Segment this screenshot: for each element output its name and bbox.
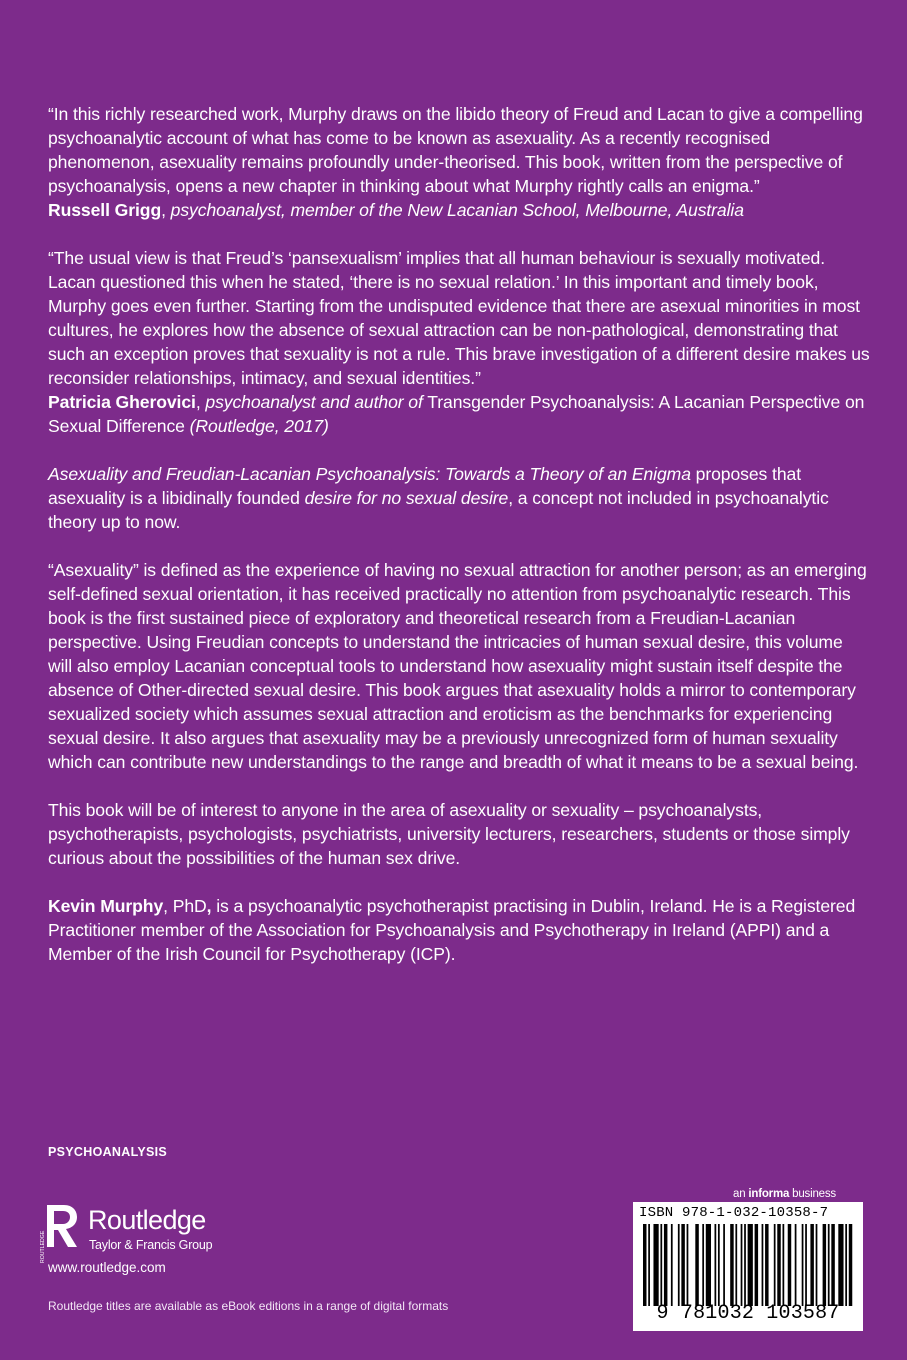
barcode-bar [706, 1224, 711, 1306]
publisher-group: Taylor & Francis Group [89, 1238, 213, 1252]
barcode-digits: 9 781032 103587 [656, 1302, 840, 1325]
author-bio: Kevin Murphy, PhD, is a psychoanalytic psychotherapist practising in Dublin, Ireland. He is a Registered Practitioner member of the Association for Psychoanalysis and Psychotherapy in Ireland (APPI) and a Member of the Irish Council for Psychotherapy (ICP). [48, 896, 856, 964]
informa-business-line: an informa business [733, 1188, 836, 1200]
publisher-logo [42, 1203, 302, 1263]
endorsement-quote: “In this richly researched work, Murphy draws on the libido theory of Freud and Lacan to give a compelling psychoanalytic account of what has come to be known as asexuality. As a recently recognised phenomenon, asexuality remains profoundly under-theorised. This book, written from the perspective of psychoanalysis, opens a new chapter in thinking about what Murphy rightly calls an enigma.” [48, 104, 863, 196]
barcode-bar [755, 1224, 758, 1306]
barcode-bar [805, 1224, 807, 1306]
barcode-bar [735, 1224, 737, 1306]
book-title: Asexuality and Freudian-Lacanian Psychoanalysis: Towards a Theory of an Enigma [48, 464, 691, 484]
informa-brand: informa [748, 1188, 790, 1200]
barcode-bar [748, 1224, 753, 1306]
key-concept: desire for no sexual desire [304, 488, 509, 508]
barcode-bar [777, 1224, 780, 1306]
barcode-bar [765, 1224, 768, 1306]
ebook-note: Routledge titles are available as eBook editions in a range of digital formats [48, 1299, 449, 1313]
barcode-bar [718, 1224, 720, 1306]
endorsement-attribution: Patricia Gherovici, psychoanalyst and author of Transgender Psychoanalysis: A Lacanian Perspective on Sexual Difference (Routledge, 2017) [48, 392, 865, 436]
barcode-bar [744, 1224, 746, 1306]
logo-vertical-text: ROUTLEDGE [40, 1230, 46, 1263]
isbn-label: ISBN 978-1-032-10358-7 [639, 1205, 829, 1221]
routledge-r-icon [42, 1203, 82, 1265]
barcode-bar [845, 1224, 847, 1306]
barcode-bar [741, 1224, 743, 1306]
description-audience: This book will be of interest to anyone in the area of asexuality or sexuality – psychoanalysts, psychotherapists, psychologists, psychiatrists, university lecturers, researchers, students or those simply curious about the possibilities of the human sex drive. [48, 800, 850, 868]
barcode-bars [643, 1224, 854, 1306]
barcode-bar [643, 1224, 646, 1306]
barcode-bar [660, 1224, 662, 1306]
subject-category: PSYCHOANALYSIS [48, 1145, 168, 1159]
barcode-bar [810, 1224, 813, 1306]
barcode-bar [795, 1224, 797, 1306]
barcode-bar [702, 1224, 704, 1306]
barcode-bar [788, 1224, 791, 1306]
barcode-bar [849, 1224, 852, 1306]
publisher-website: www.routledge.com [48, 1260, 166, 1275]
barcode-bar [730, 1224, 733, 1306]
publisher-name: Routledge [88, 1205, 206, 1235]
barcode-bar [648, 1224, 650, 1306]
barcode-bar [783, 1224, 785, 1306]
endorsement-grigg [48, 102, 870, 222]
barcode-bar [723, 1224, 725, 1306]
barcode-bar [838, 1224, 843, 1306]
barcode-bar [762, 1224, 764, 1306]
barcode-bar [802, 1224, 804, 1306]
barcode-bar [653, 1224, 658, 1306]
barcode-bar [664, 1224, 667, 1306]
barcode-bar [687, 1224, 689, 1306]
endorser-name: Russell Grigg [48, 200, 162, 220]
endorsement-quote: “The usual view is that Freud’s ‘pansexualism’ implies that all human behaviour is sexually motivated. Lacan questioned this when he stated, ‘there is no sexual relation.’ In this important and timely book, Murphy goes even further. Starting from the undisputed evidence that there are asexual minorities in most cultures, he explores how the absence of sexual attraction can be non-pathological, demonstrating that such an exception proves that sexuality is not a rule. This brave investigation of a different desire makes us reconsider relationships, intimacy, and sexual identities.” [48, 248, 870, 388]
isbn-barcode [633, 1202, 863, 1331]
barcode-bar [678, 1224, 680, 1306]
description-body: “Asexuality” is defined as the experience of having no sexual attraction for another person; as an emerging self-defined sexual orientation, it has received practically no attention from psychoanalytic research. This book is the first sustained piece of exploratory and theoretical research from a Freudian-Lacanian perspective. Using Freudian concepts to understand the intricacies of human sexual desire, this volume will also employ Lacanian conceptual tools to understand how asexuality might sustain itself despite the absence of Other-directed sexual desire. This book argues that asexuality holds a mirror to contemporary sexualized society which assumes sexual attraction and eroticism as the benchmarks for experiencing sexual desire. It also argues that asexuality may be a previously unrecognized form of human sexuality which can contribute new understandings to the range and breadth of what it means to be a sexual being. [48, 560, 867, 772]
barcode-bar [671, 1224, 673, 1306]
barcode-bar [695, 1224, 698, 1306]
cited-book-title: Transgender Psychoanalysis: A Lacanian Perspective on Sexual Difference [48, 392, 865, 436]
cover-text [48, 102, 870, 990]
endorser-affiliation: psychoanalyst and author of [205, 392, 423, 412]
barcode-bar [681, 1224, 684, 1306]
barcode-bar [816, 1224, 818, 1306]
endorser-name: Patricia Gherovici [48, 392, 196, 412]
endorsement-attribution: Russell Grigg, psychoanalyst, member of the New Lacanian School, Melbourne, Australia [48, 200, 744, 220]
endorser-affiliation: psychoanalyst, member of the New Lacanian School, Melbourne, Australia [170, 200, 744, 220]
barcode-bar [831, 1224, 834, 1306]
barcode-bar [823, 1224, 826, 1306]
barcode-bar [828, 1224, 830, 1306]
cited-book-publisher: (Routledge, 2017) [189, 416, 329, 436]
endorsement-gherovici [48, 246, 870, 438]
barcode-bar [715, 1224, 717, 1306]
author-name: Kevin Murphy [48, 896, 164, 916]
barcode-bar [774, 1224, 776, 1306]
description-intro: Asexuality and Freudian-Lacanian Psychoanalysis: Towards a Theory of an Enigma proposes that asexuality is a libidinally founded desire for no sexual desire, a concept not included in psychoanalytic theory up to now. [48, 464, 829, 532]
